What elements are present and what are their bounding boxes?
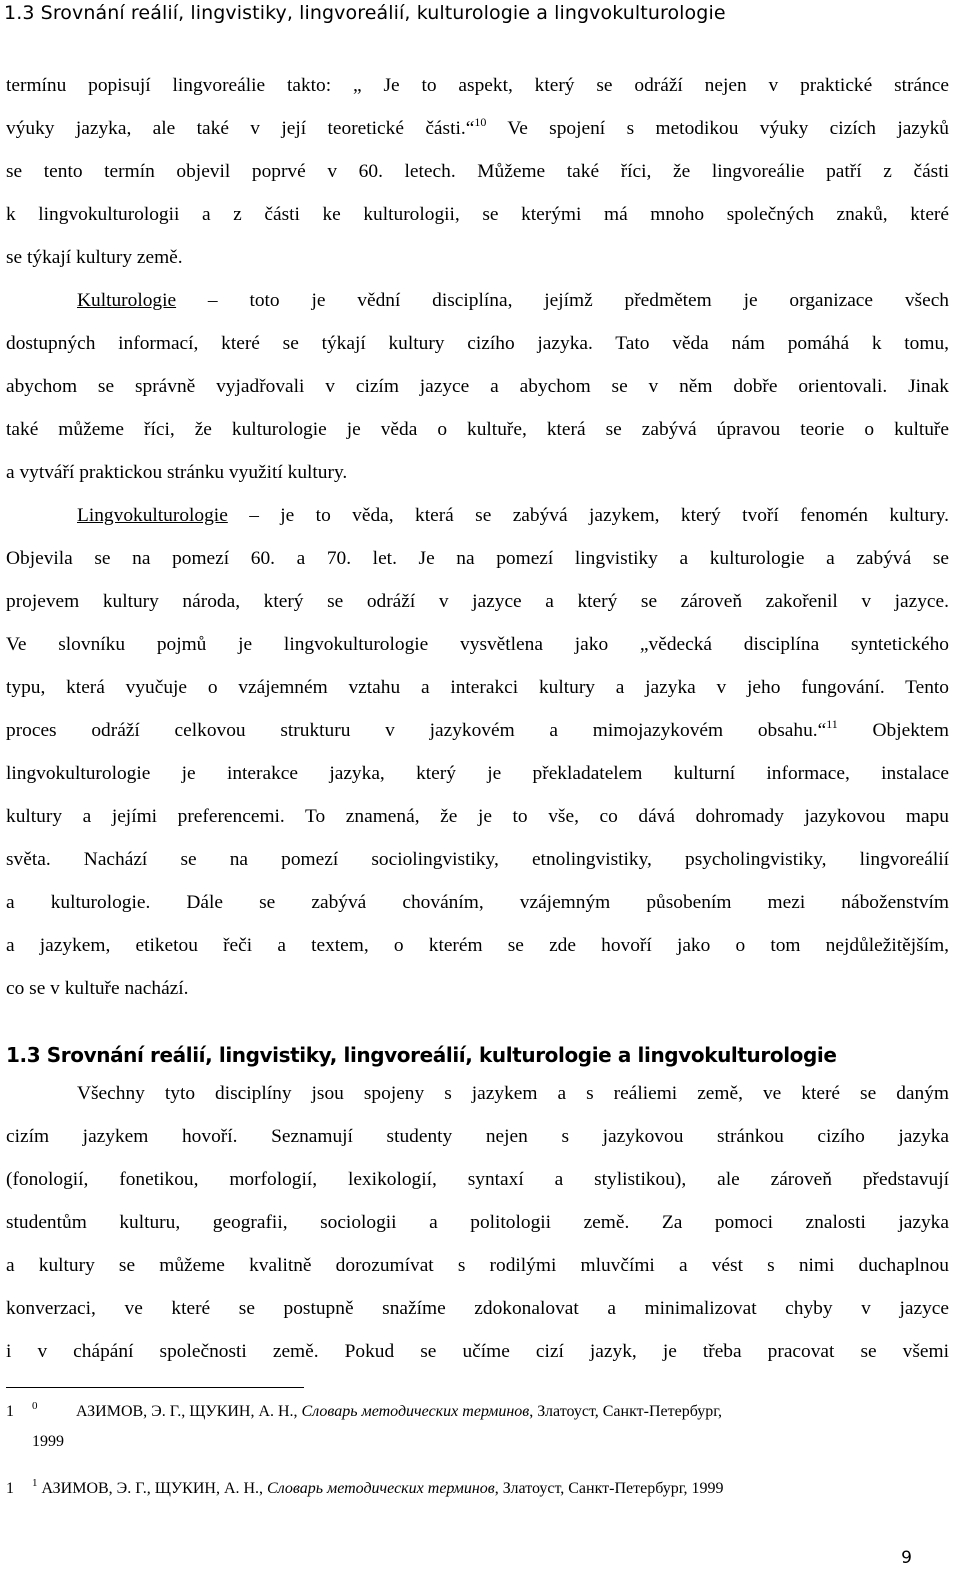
text-line: také můžeme říci, že kulturologie je věda o kultuře, která se zabývá úpravou teorie o kultuře <box>6 419 949 440</box>
paragraph-section-intro <box>6 1072 949 1373</box>
page-number: 9 <box>901 1548 912 1568</box>
footnote-year: 1999 <box>32 1433 64 1450</box>
paragraph-lingvorealie <box>6 64 949 279</box>
text-line: cizím jazykem hovoří. Seznamují studenty nejen s jazykovou stránkou cizího jazyka <box>6 1126 949 1147</box>
footnote-publisher: , Златоуст, Санкт-Петербург, 1999 <box>494 1480 724 1497</box>
footnote-mark: 0 <box>32 1400 38 1412</box>
text-line: a vytváří praktickou stránku využití kultury. <box>6 462 348 483</box>
text-line: studentům kulturu, geografii, sociologii a politologii země. Za pomoci znalosti jazyka <box>6 1212 949 1233</box>
footnote-10 <box>6 1397 946 1457</box>
text-line: (fonologií, fonetikou, morfologií, lexikologií, syntaxí a stylistikou), ale zároveň představují <box>6 1169 949 1190</box>
text-line: Kulturologie – toto je vědní disciplína, jejímž předmětem je organizace všech <box>77 290 949 311</box>
text-line: Všechny tyto disciplíny jsou spojeny s jazykem a s reáliemi země, ve které se daným <box>77 1083 949 1104</box>
footnote-number: 1 <box>6 1403 14 1420</box>
text-line: Lingvokulturologie – je to věda, která se zabývá jazykem, který tvoří fenomén kultury. <box>77 505 949 526</box>
text-line: k lingvokulturologii a z části ke kulturologii, se kterými má mnoho společných znaků, které <box>6 204 949 225</box>
footnote-divider <box>6 1387 304 1388</box>
text-line: termínu popisují lingvoreálie takto: „ Je to aspekt, který se odráží nejen v praktické stránce <box>6 75 949 96</box>
paragraph-lingvokulturologie <box>6 494 949 1010</box>
text-line: co se v kultuře nachází. <box>6 978 189 999</box>
footnote-title: Словарь методических терминов <box>267 1480 495 1497</box>
text-line: a jazykem, etiketou řeči a textem, o kterém se zde hovoří jako o tom nejdůležitějším, <box>6 935 949 956</box>
text-line: světa. Nachází se na pomezí sociolingvistiky, etnolingvistiky, psycholingvistiky, lingvoreálií <box>6 849 949 870</box>
term-lingvokulturologie: Lingvokulturologie <box>77 505 228 526</box>
text-line: a kulturologie. Dále se zabývá chováním, vzájemným působením mezi náboženstvím <box>6 892 949 913</box>
text-line: dostupných informací, které se týkají kultury cizího jazyka. Tato věda nám pomáhá k tomu, <box>6 333 949 354</box>
footnote-number: 1 <box>6 1480 14 1497</box>
text-line: typu, která vyučuje o vzájemném vztahu a interakci kultury a jazyka v jeho fungování. Tento <box>6 677 949 698</box>
section-heading: 1.3 Srovnání reálií, lingvistiky, lingvoreálií, kulturologie a lingvokulturologie <box>6 1043 837 1067</box>
running-header: 1.3 Srovnání reálií, lingvistiky, lingvoreálií, kulturologie a lingvokulturologie <box>4 2 726 24</box>
text-line: se tento termín objevil poprvé v 60. letech. Můžeme také říci, že lingvoreálie patří z části <box>6 161 949 182</box>
footnote-publisher: , Златоуст, Санкт-Петербург, <box>529 1403 723 1420</box>
paragraph-kulturologie <box>6 279 949 494</box>
footnote-mark: 1 <box>32 1477 38 1489</box>
footnote-authors: АЗИМОВ, Э. Г., ЩУКИН, А. Н., <box>37 1480 268 1497</box>
footnote-authors: АЗИМОВ, Э. Г., ЩУКИН, А. Н., <box>76 1403 302 1420</box>
text-line: Objevila se na pomezí 60. a 70. let. Je na pomezí lingvistiky a kulturologie a zabývá se <box>6 548 949 569</box>
footnote-ref[interactable]: 10 <box>474 115 487 129</box>
text-line: abychom se správně vyjadřovali v cizím jazyce a abychom se v něm dobře orientovali. Jinak <box>6 376 949 397</box>
text-line: konverzaci, ve které se postupně snažíme zdokonalovat a minimalizovat chyby v jazyce <box>6 1298 949 1319</box>
text-line: Ve slovníku pojmů je lingvokulturologie vysvětlena jako „vědecká disciplína syntetického <box>6 634 949 655</box>
text-line: i v chápání společnosti země. Pokud se učíme cizí jazyk, je třeba pracovat se všemi <box>6 1341 949 1362</box>
footnote-11 <box>6 1474 946 1504</box>
footnote-title: Словарь методических терминов <box>301 1403 530 1420</box>
text-line: výuky jazyka, ale také v její teoretické části.“$^{10}$ Ve spojení s metodikou výuky cizích jazyků <box>6 115 950 139</box>
text-line: lingvokulturologie je interakce jazyka, který je překladatelem kulturní informace, instalace <box>6 763 949 784</box>
text-line: projevem kultury národa, který se odráží v jazyce a který se zároveň zakořenil v jazyce. <box>6 591 949 612</box>
text-line: a kultury se můžeme kvalitně dorozumívat s rodilými mluvčími a vést s nimi duchaplnou <box>6 1255 949 1276</box>
text-line: se týkají kultury země. <box>6 247 183 268</box>
footnote-ref[interactable]: 11 <box>826 717 838 731</box>
text-line: kultury a jejími preferencemi. To znamená, že je to vše, co dává dohromady jazykovou mapu <box>6 806 949 827</box>
text-line: proces odráží celkovou strukturu v jazykovém a mimojazykovém obsahu.“$^{11}$ Objektem <box>6 717 949 741</box>
term-kulturologie: Kulturologie <box>77 290 177 311</box>
